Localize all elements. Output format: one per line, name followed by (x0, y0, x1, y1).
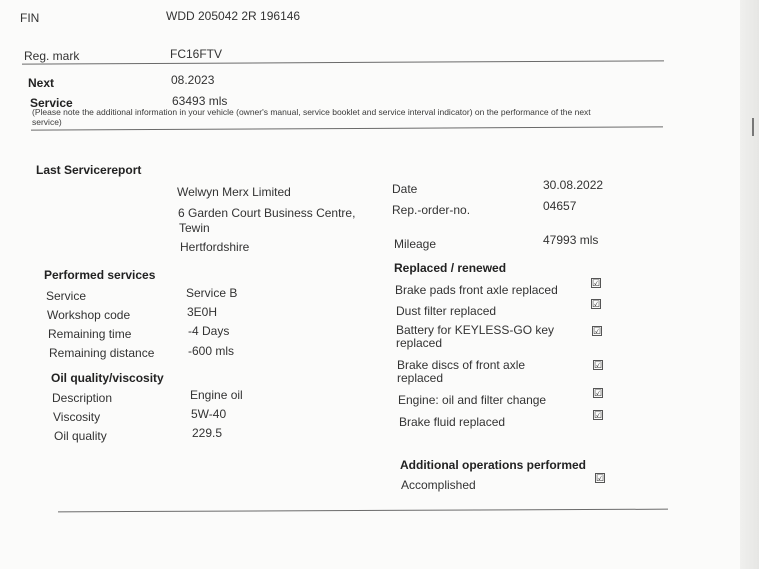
replaced-item-checkbox: ☑ (592, 278, 601, 288)
next-label: Next (28, 76, 55, 90)
mileage-value: 47993 mls (543, 233, 599, 247)
replaced-item-checkbox: ☑ (594, 360, 603, 370)
service-label: Service (30, 96, 73, 110)
dealer-address-line2: Tewin (179, 221, 210, 235)
bottom-divider-line (58, 509, 668, 513)
oil-row-value: Engine oil (190, 388, 243, 402)
dealer-county: Hertfordshire (180, 240, 250, 254)
replaced-item-label: Brake pads front axle replaced (395, 283, 558, 297)
replaced-item-label: Brake fluid replaced (399, 415, 506, 429)
dealer-address-line1: 6 Garden Court Business Centre, (178, 206, 356, 220)
oil-row-label: Viscosity (53, 410, 101, 424)
fin-label: FIN (20, 11, 40, 25)
oil-row-label: Description (52, 391, 113, 405)
performed-row-label: Workshop code (47, 308, 131, 322)
additional-operations-title: Additional operations performed (400, 458, 587, 472)
page-edge-shadow (740, 0, 759, 569)
next-service-mileage: 63493 mls (172, 94, 228, 108)
next-service-date: 08.2023 (171, 73, 215, 87)
last-service-title: Last Servicereport (36, 163, 142, 177)
date-label: Date (392, 182, 418, 196)
reg-mark-value: FC16FTV (170, 47, 223, 61)
additional-item-checkbox: ☑ (596, 473, 605, 483)
date-value: 30.08.2022 (543, 178, 604, 192)
oil-row-label: Oil quality (54, 429, 107, 443)
performed-row-label: Remaining time (48, 327, 132, 341)
replaced-item-label: Engine: oil and filter change (398, 393, 547, 407)
next-service-note: (Please note the additional information in your vehicle (owner's manual, service booklet and service interval indicator) on the performance of the next service) (32, 107, 591, 127)
performed-row-value: 3E0H (187, 305, 218, 319)
replaced-item-checkbox: ☑ (592, 299, 601, 309)
performed-services-title: Performed services (44, 268, 156, 282)
order-value: 04657 (543, 199, 577, 213)
replaced-item-checkbox: ☑ (593, 326, 602, 336)
replaced-title: Replaced / renewed (394, 261, 507, 275)
reg-mark-label: Reg. mark (24, 49, 80, 63)
fin-value: WDD 205042 2R 196146 (166, 9, 301, 23)
replaced-item-label: Dust filter replaced (396, 304, 497, 318)
divider-line (22, 60, 664, 64)
replaced-item-checkbox: ☑ (594, 388, 603, 398)
mileage-label: Mileage (394, 237, 437, 251)
replaced-item-label: Battery for KEYLESS-GO key replaced (396, 323, 555, 350)
replaced-item-checkbox: ☑ (594, 410, 603, 420)
performed-row-label: Service (46, 289, 87, 303)
performed-row-value: Service B (186, 286, 238, 300)
page-edge-mark (752, 118, 754, 136)
performed-row-label: Remaining distance (49, 346, 155, 360)
oil-quality-title: Oil quality/viscosity (51, 371, 164, 385)
order-label: Rep.-order-no. (392, 203, 471, 217)
performed-row-value: -4 Days (188, 324, 230, 338)
oil-row-value: 229.5 (192, 426, 223, 440)
replaced-item-label: Brake discs of front axle replaced (397, 358, 526, 385)
performed-row-value: -600 mls (188, 344, 235, 358)
oil-row-value: 5W-40 (191, 407, 227, 421)
additional-item-label: Accomplished (401, 478, 476, 492)
dealer-name: Welwyn Merx Limited (177, 185, 291, 199)
